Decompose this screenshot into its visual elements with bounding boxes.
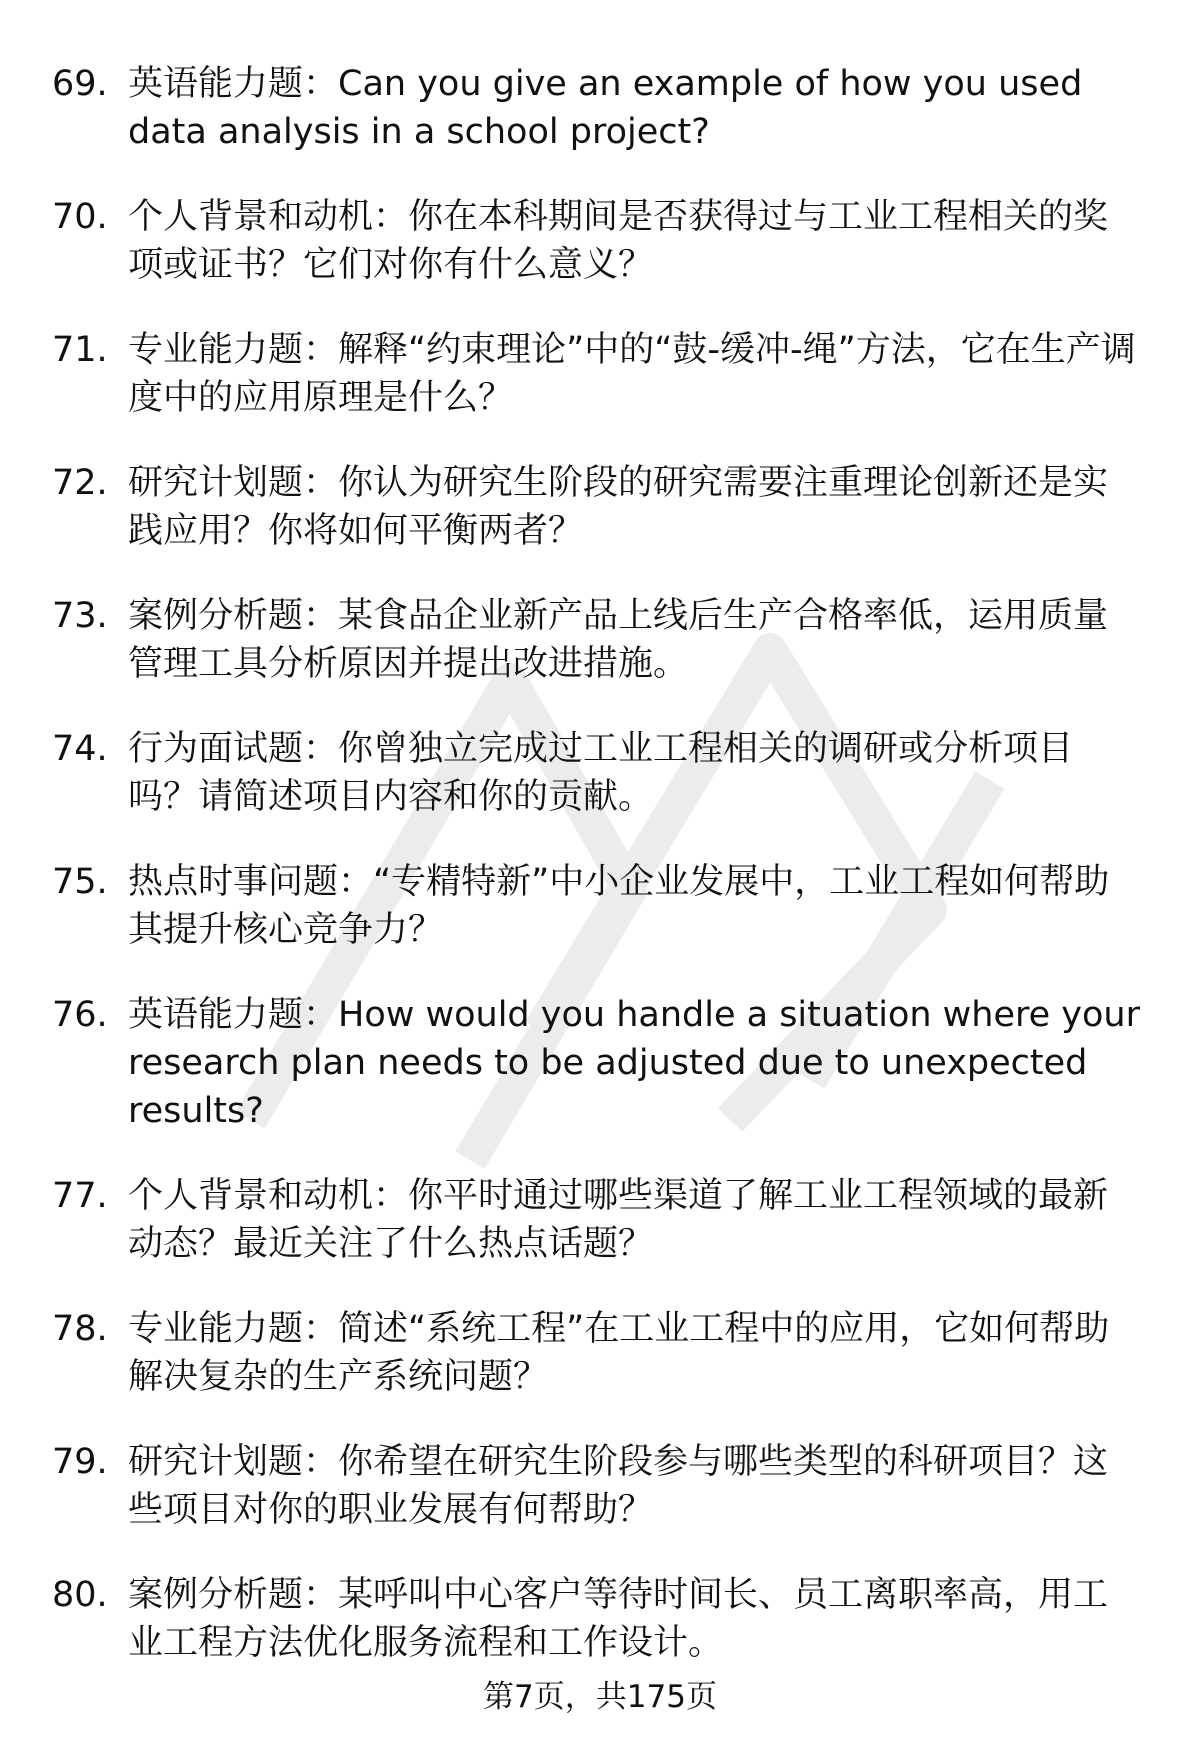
question-text: 研究计划题：你希望在研究生阶段参与哪些类型的科研项目？这些项目对你的职业发展有何帮助？ bbox=[128, 1442, 1109, 1530]
question-text: 研究计划题：你认为研究生阶段的研究需要注重理论创新还是实践应用？你将如何平衡两者？ bbox=[128, 463, 1109, 551]
question-number: 70. bbox=[52, 197, 108, 237]
question-text: 案例分析题：某食品企业新产品上线后生产合格率低，运用质量管理工具分析原因并提出改进措施。 bbox=[128, 596, 1109, 684]
question-text: 专业能力题：简述“系统工程”在工业工程中的应用，它如何帮助解决复杂的生产系统问题？ bbox=[128, 1309, 1110, 1397]
question-number: 73. bbox=[52, 596, 108, 636]
question-number: 69. bbox=[52, 64, 108, 104]
question-number: 80. bbox=[52, 1575, 108, 1615]
question-text: 专业能力题：解释“约束理论”中的“鼓-缓冲-绳”方法，它在生产调度中的应用原理是什么？ bbox=[128, 330, 1136, 418]
question-item bbox=[0, 1571, 1200, 1667]
question-number: 72. bbox=[52, 463, 108, 503]
question-number: 71. bbox=[52, 330, 108, 370]
page-number-label: 第7页，共175页 bbox=[483, 1679, 717, 1715]
question-item bbox=[0, 193, 1200, 289]
page-footer bbox=[0, 1677, 1200, 1717]
question-item bbox=[0, 1172, 1200, 1268]
question-item bbox=[0, 326, 1200, 422]
question-number: 75. bbox=[52, 862, 108, 902]
question-number: 76. bbox=[52, 995, 108, 1035]
question-text: 个人背景和动机：你平时通过哪些渠道了解工业工程领域的最新动态？最近关注了什么热点话题？ bbox=[128, 1176, 1109, 1264]
question-text: 热点时事问题：“专精特新”中小企业发展中，工业工程如何帮助其提升核心竞争力？ bbox=[128, 862, 1110, 950]
question-number: 74. bbox=[52, 729, 108, 769]
question-text: 英语能力题：Can you give an example of how you used data analysis in a school project? bbox=[128, 64, 1083, 152]
question-number: 78. bbox=[52, 1309, 108, 1349]
question-text: 案例分析题：某呼叫中心客户等待时间长、员工离职率高，用工业工程方法优化服务流程和工作设计。 bbox=[128, 1575, 1109, 1663]
question-text: 行为面试题：你曾独立完成过工业工程相关的调研或分析项目吗？请简述项目内容和你的贡献。 bbox=[128, 729, 1074, 817]
question-text: 英语能力题：How would you handle a situation where your research plan needs to be adjusted due to unexpected results? bbox=[128, 995, 1140, 1131]
question-item bbox=[0, 1438, 1200, 1534]
question-item bbox=[0, 459, 1200, 555]
question-text: 个人背景和动机：你在本科期间是否获得过与工业工程相关的奖项或证书？它们对你有什么意义？ bbox=[128, 197, 1109, 285]
question-item bbox=[0, 592, 1200, 688]
question-item bbox=[0, 991, 1200, 1135]
question-item bbox=[0, 725, 1200, 821]
question-item bbox=[0, 858, 1200, 954]
question-number: 77. bbox=[52, 1176, 108, 1216]
question-item bbox=[0, 1305, 1200, 1401]
question-item bbox=[0, 60, 1200, 156]
question-list bbox=[0, 60, 1200, 1704]
question-number: 79. bbox=[52, 1442, 108, 1482]
